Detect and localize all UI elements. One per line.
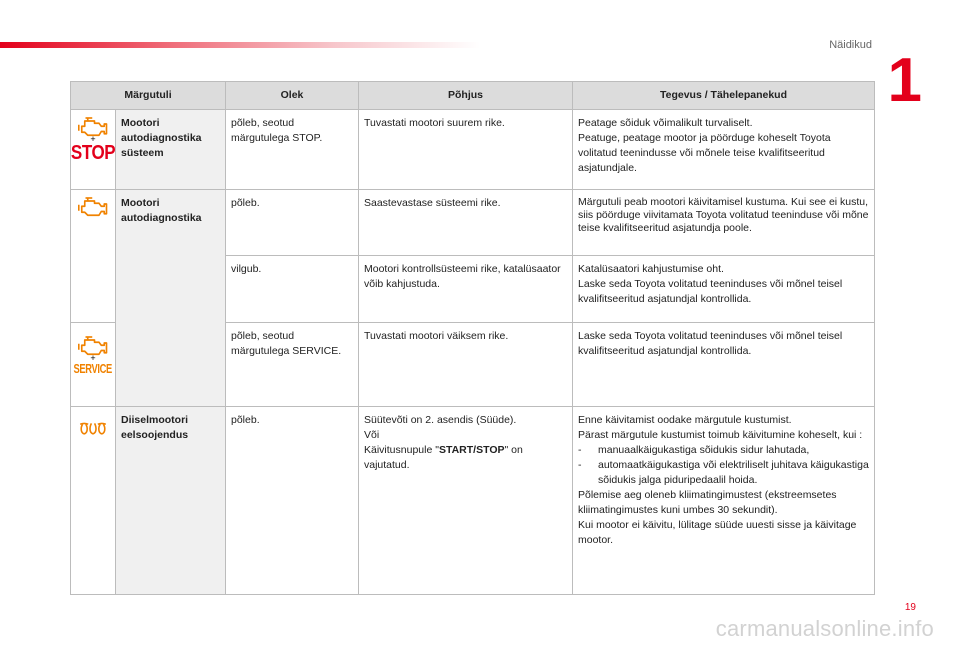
action-line: Laske seda Toyota volitatud teeninduses või mõnel teisel kvalifitseeritud asjatundjal kontrollida. xyxy=(578,278,843,305)
list-item: - automaatkäigukastiga või elektriliselt juhitava käigukastiga sõidukis jalga piduripedaalil hoida. xyxy=(578,459,869,486)
table-header-row xyxy=(71,82,875,110)
glow-plug-icon xyxy=(77,421,109,437)
header-accent-bar xyxy=(0,42,480,48)
engine-check-icon xyxy=(78,196,108,218)
start-stop-label: START/STOP xyxy=(438,444,505,456)
header-warning-light: Märgutuli xyxy=(71,82,226,110)
page-number: 19 xyxy=(904,602,916,613)
warning-lights-table xyxy=(70,81,875,595)
service-label: SERVICE xyxy=(73,361,113,376)
state-cell: vilgub. xyxy=(226,256,359,323)
state-cell: põleb. xyxy=(226,190,359,256)
action-line: Enne käivitamist oodake märgutule kustumist. xyxy=(578,414,792,426)
header-state: Olek xyxy=(226,82,359,110)
action-cell: Märgutuli peab mootori käivitamisel kustuma. Kui see ei kustu, siis pöörduge viivitamata Toyota volitatud teeninduse või mõne teise kvalifitseeritud asjatundja poole. xyxy=(573,190,875,256)
action-line: Kui mootor ei käivitu, lülitage süüde uuesti sisse ja käivitage mootor. xyxy=(578,519,857,546)
action-line: Peatage sõiduk võimalikult turvaliselt. xyxy=(578,117,753,129)
cause-line: Või xyxy=(364,429,380,441)
warning-light-name: Mootori autodiagnostika süsteem xyxy=(116,110,226,190)
action-cell: Laske seda Toyota volitatud teeninduses või mõnel teisel kvalifitseeritud asjatundjal kontrollida. xyxy=(573,323,875,407)
action-cell xyxy=(573,407,875,595)
header-action: Tegevus / Tähelepanekud xyxy=(573,82,875,110)
chapter-number: 1 xyxy=(887,46,922,115)
stop-label: STOP xyxy=(70,142,116,164)
warning-light-name: Mootori autodiagnostika xyxy=(116,190,226,407)
cause-cell: Mootori kontrollsüsteemi rike, katalüsaator võib kahjustuda. xyxy=(359,256,573,323)
warning-light-name: Diiselmootori eelsoojendus xyxy=(116,407,226,595)
state-cell: põleb, seotud märgutulega STOP. xyxy=(226,110,359,190)
section-title: Näidikud xyxy=(829,39,872,51)
state-cell: põleb, seotud märgutulega SERVICE. xyxy=(226,323,359,407)
table-row xyxy=(71,190,875,256)
state-cell: põleb. xyxy=(226,407,359,595)
cause-cell: Saastevastase süsteemi rike. xyxy=(359,190,573,256)
action-cell xyxy=(573,256,875,323)
action-line: Katalüsaatori kahjustumise oht. xyxy=(578,263,724,275)
cause-cell: Tuvastati mootori väiksem rike. xyxy=(359,323,573,407)
action-line: Põlemise aeg oleneb kliimatingimustest (ekstreemsetes kliimatingimustes kuni umbes 30 sekundit). xyxy=(578,489,837,516)
cause-cell xyxy=(359,407,573,595)
watermark-text: carmanualsonline.info xyxy=(715,616,934,641)
list-item: - manuaalkäigukastiga sõidukis sidur lahutada, xyxy=(578,444,810,456)
cause-line: Käivitusnupule "START/STOP" on vajutatud. xyxy=(364,444,523,471)
cause-cell: Tuvastati mootori suurem rike. xyxy=(359,110,573,190)
action-line: Peatuge, peatage mootor ja pöörduge koheselt Toyota volitatud teenindusse või mõnele teise kvalifitseeritud asjatundjale. xyxy=(578,132,831,174)
plus-sign: + xyxy=(90,134,96,144)
action-line: Pärast märgutule kustumist toimub käivitumine koheselt, kui : xyxy=(578,429,863,441)
cause-line: Süütevõti on 2. asendis (Süüde). xyxy=(364,414,517,426)
table-row xyxy=(71,407,875,595)
header-cause: Põhjus xyxy=(359,82,573,110)
action-cell xyxy=(573,110,875,190)
plus-sign: + xyxy=(90,353,96,363)
table-row xyxy=(71,110,875,190)
